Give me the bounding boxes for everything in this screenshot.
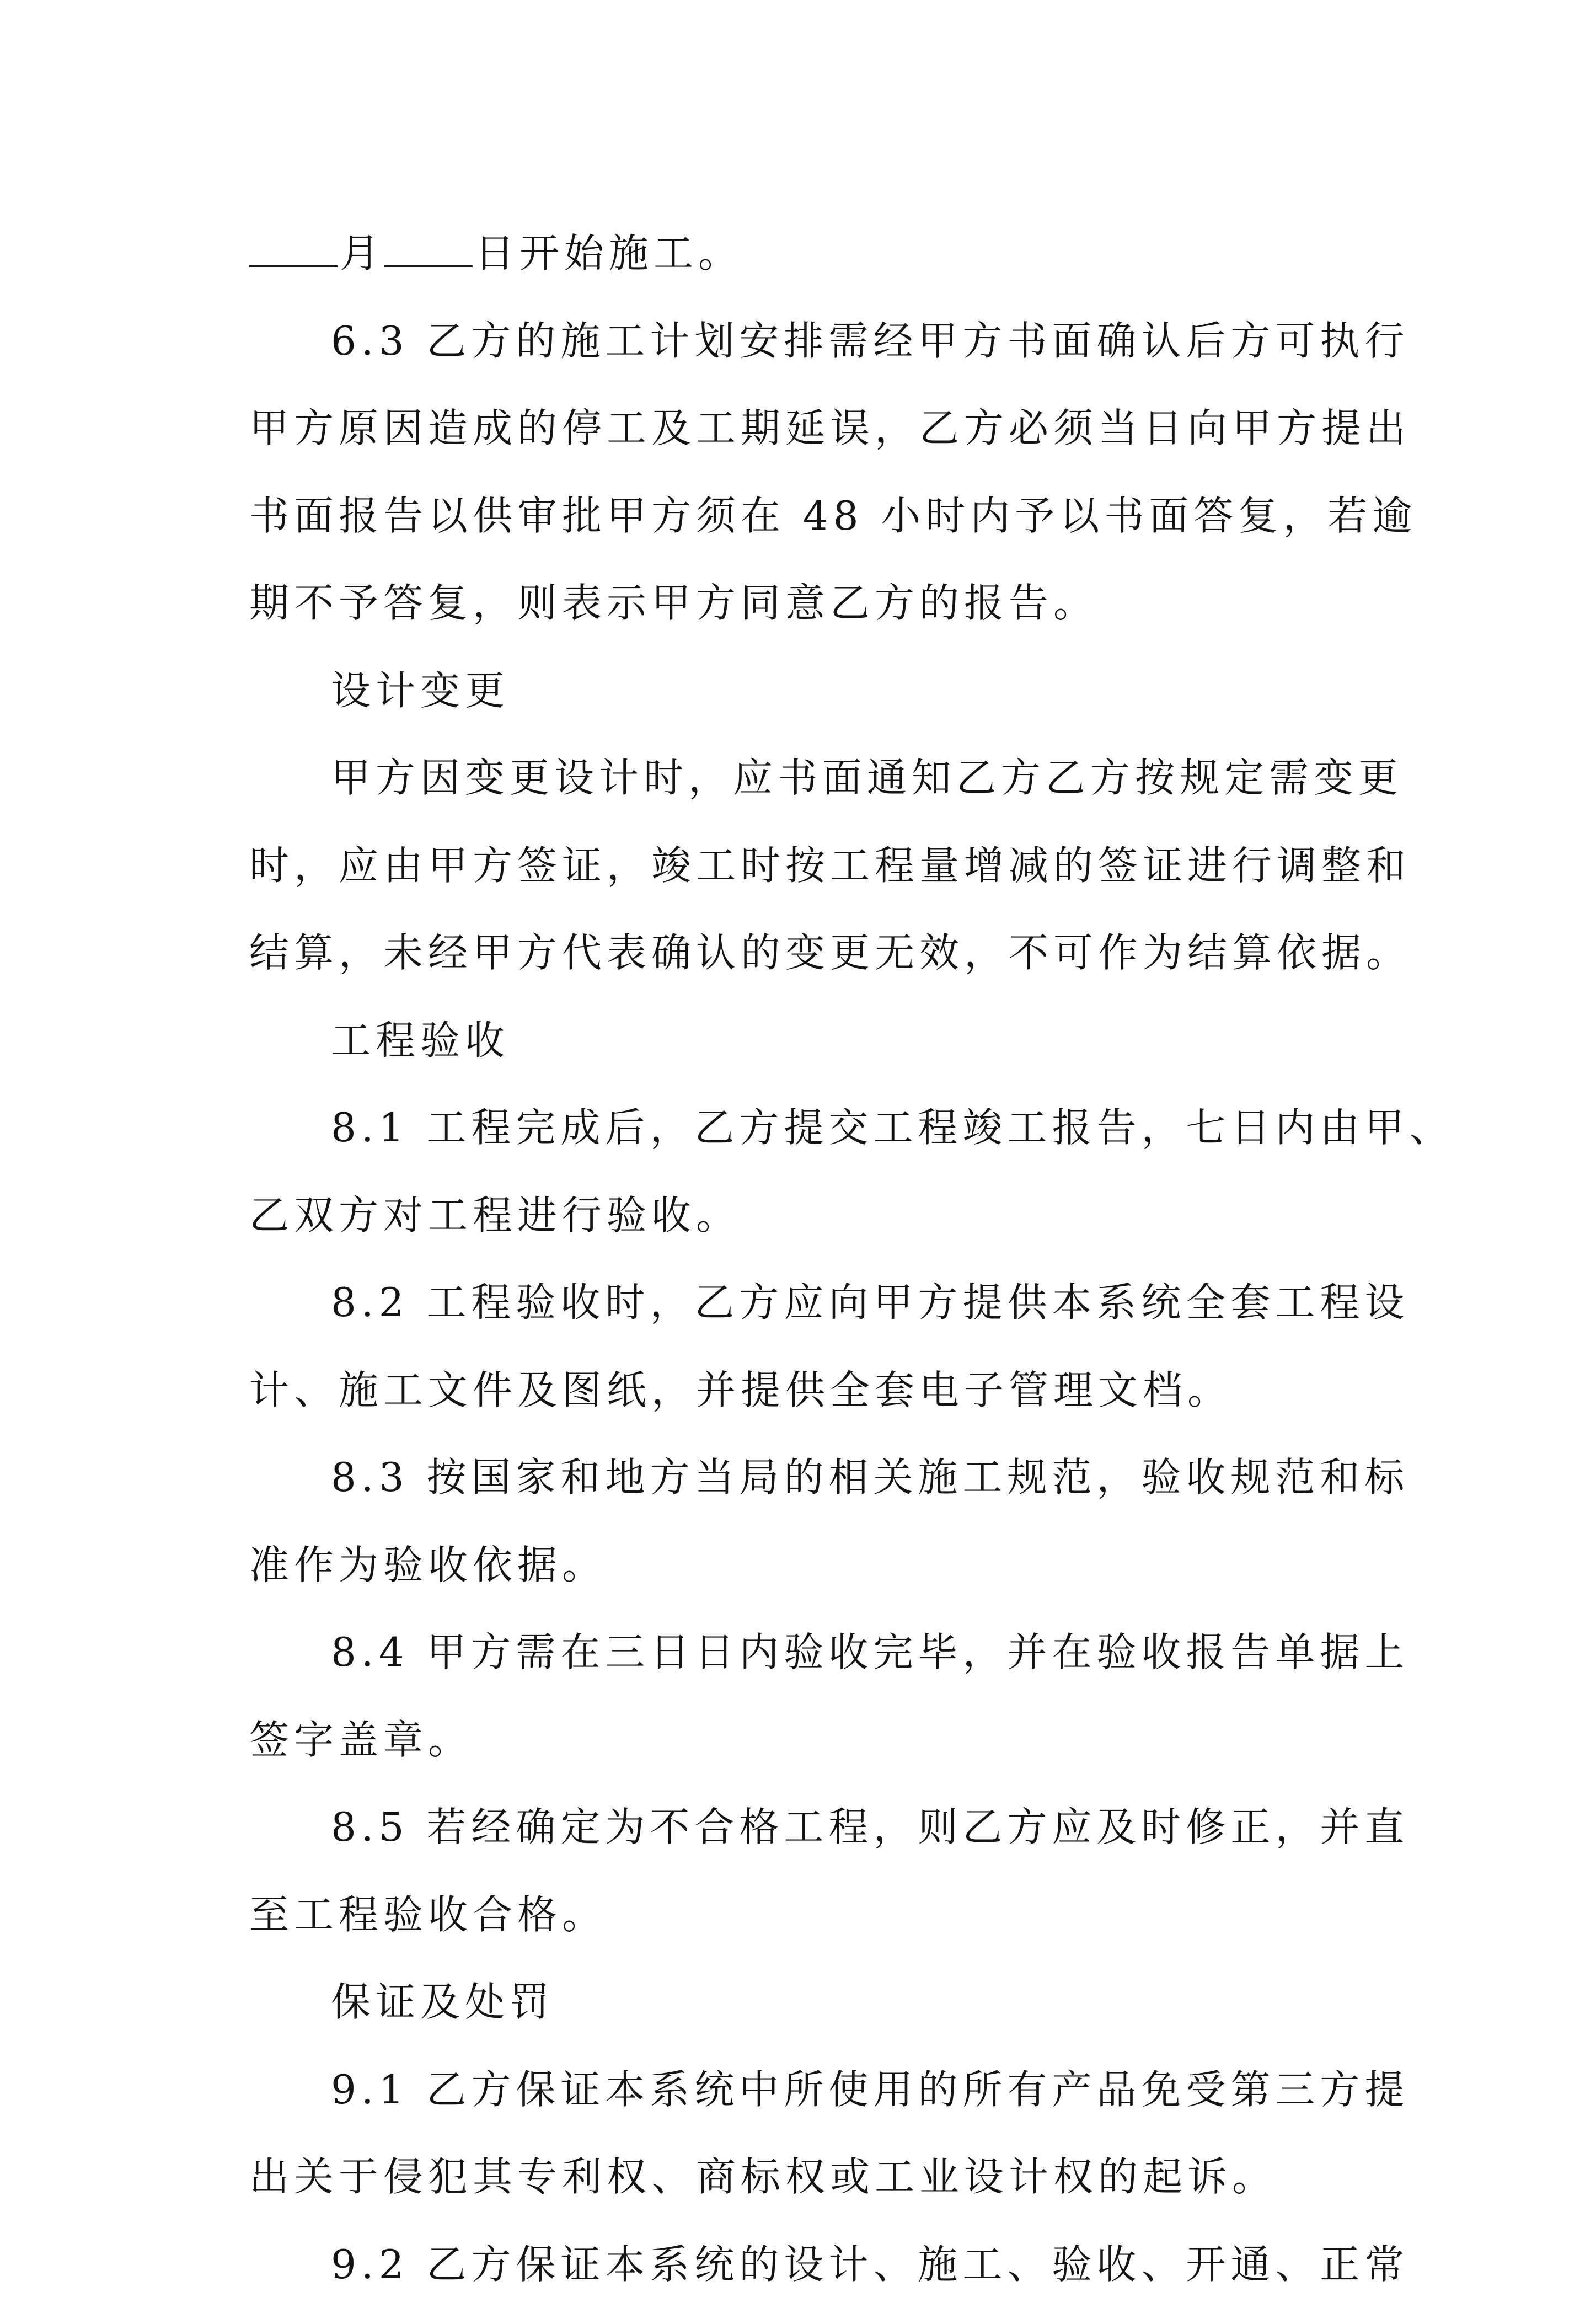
paragraph-line: 签字盖章。 [249,1696,1369,1784]
paragraph-line: 至工程验收合格。 [249,1871,1369,1959]
paragraph-line: 书面报告以供审批甲方须在 48 小时内予以书面答复，若逾 [249,472,1369,560]
paragraph-line: 时，应由甲方签证，竣工时按工程量增减的签证进行调整和 [249,822,1369,910]
paragraph-line: 期不予答复，则表示甲方同意乙方的报告。 [249,559,1369,647]
paragraph-line: 结算，未经甲方代表确认的变更无效，不可作为结算依据。 [249,909,1369,997]
blank-fill-day [384,232,473,267]
document-body [249,210,1369,2308]
paragraph-line: 甲方因变更设计时，应书面通知乙方乙方按规定需变更 [249,734,1369,822]
section-heading-warranty: 保证及处罚 [249,1958,1369,2046]
paragraph-line: 8.2 工程验收时，乙方应向甲方提供本系统全套工程设 [249,1259,1369,1347]
paragraph-line: 8.4 甲方需在三日日内验收完毕，并在验收报告单据上 [249,1609,1369,1696]
paragraph-line: 计、施工文件及图纸，并提供全套电子管理文档。 [249,1347,1369,1434]
start-construction-text: 日开始施工。 [475,230,743,276]
blank-fill-month [249,232,338,267]
paragraph-line: 乙双方对工程进行验收。 [249,1172,1369,1259]
paragraph-line: 出关于侵犯其专利权、商标权或工业设计权的起诉。 [249,2133,1369,2221]
month-label: 月 [340,230,384,276]
paragraph-line: 8.5 若经确定为不合格工程，则乙方应及时修正，并直 [249,1783,1369,1871]
paragraph-line: 准作为验收依据。 [249,1521,1369,1609]
paragraph-line: 8.3 按国家和地方当局的相关施工规范，验收规范和标 [249,1434,1369,1521]
paragraph-line: 9.1 乙方保证本系统中所使用的所有产品免受第三方提 [249,2046,1369,2134]
section-heading-design-change: 设计变更 [249,647,1369,735]
paragraph-line: 8.1 工程完成后，乙方提交工程竣工报告，七日内由甲、 [249,1084,1369,1172]
paragraph-line: 6.3 乙方的施工计划安排需经甲方书面确认后方可执行 [249,297,1369,385]
section-heading-acceptance: 工程验收 [249,997,1369,1084]
paragraph-line: 甲方原因造成的停工及工期延误，乙方必须当日向甲方提出 [249,384,1369,472]
line-start-date [249,210,1369,297]
paragraph-line: 9.2 乙方保证本系统的设计、施工、验收、开通、正常 [249,2221,1369,2308]
